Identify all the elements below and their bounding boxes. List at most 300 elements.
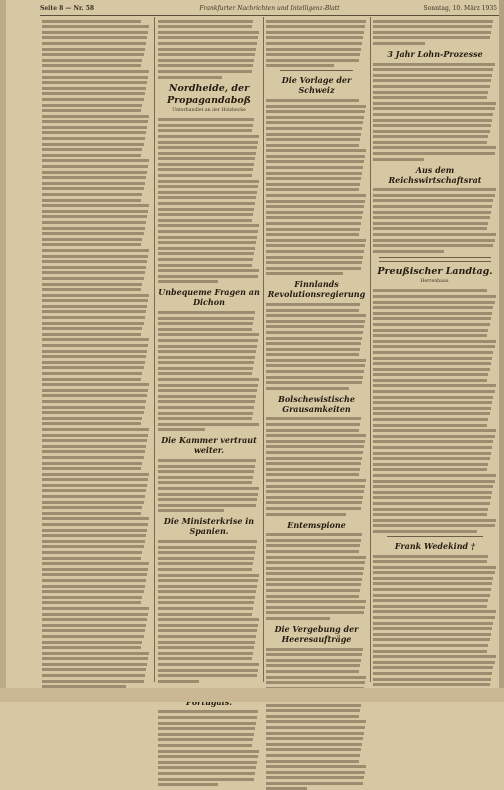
text-line <box>158 328 252 331</box>
text-line <box>158 557 254 560</box>
text-line <box>42 171 147 174</box>
text-line <box>373 306 493 309</box>
text-line <box>266 445 364 448</box>
text-line <box>42 568 148 571</box>
text-line <box>373 683 490 686</box>
text-line <box>158 213 253 216</box>
text-line <box>373 650 487 653</box>
text-line <box>158 428 205 431</box>
text-line <box>266 370 364 373</box>
text-line <box>373 502 490 505</box>
text-line <box>373 577 493 580</box>
text-line <box>158 64 253 67</box>
text-line <box>158 219 252 222</box>
text-line <box>42 562 149 565</box>
text-line <box>158 208 254 211</box>
text-line <box>373 418 488 421</box>
column-4 <box>373 17 497 697</box>
text-line <box>42 143 144 146</box>
text-line <box>373 357 492 360</box>
text-line <box>158 716 257 719</box>
text-line <box>266 381 362 384</box>
text-line <box>42 115 149 118</box>
text-line <box>373 340 496 343</box>
text-line <box>42 489 146 492</box>
article-body <box>158 116 260 284</box>
text-line <box>373 130 490 133</box>
text-line <box>266 239 366 242</box>
text-line <box>42 165 148 168</box>
text-line <box>158 722 256 725</box>
text-line <box>373 622 493 625</box>
text-line <box>266 105 366 108</box>
text-line <box>158 311 255 314</box>
text-line <box>266 309 359 312</box>
text-line <box>373 524 495 527</box>
headline: Frank Wedekind † <box>394 540 476 551</box>
text-line <box>42 131 146 134</box>
headline: Entemspione <box>287 519 346 530</box>
article-body <box>266 645 367 790</box>
text-line <box>266 342 361 345</box>
text-line <box>266 501 362 504</box>
text-line <box>266 42 362 45</box>
text-line <box>158 224 259 227</box>
text-line <box>373 588 491 591</box>
headline: Bolschewistische Grausamkeiten <box>278 393 355 414</box>
text-line <box>266 250 364 253</box>
text-line <box>266 440 365 443</box>
text-line <box>42 473 149 476</box>
text-line <box>373 491 492 494</box>
text-line <box>42 495 145 498</box>
text-line <box>373 644 488 647</box>
text-line <box>266 782 363 785</box>
text-line <box>266 216 362 219</box>
text-line <box>266 776 364 779</box>
text-line <box>158 53 255 56</box>
text-line <box>158 163 254 166</box>
text-line <box>158 258 253 261</box>
text-line <box>158 481 252 484</box>
text-line <box>42 159 149 162</box>
text-line <box>266 183 360 186</box>
text-line <box>42 646 141 649</box>
text-line <box>158 641 255 644</box>
subheadline: Herrenhaus. <box>420 278 450 284</box>
text-line <box>373 560 487 563</box>
text-line <box>158 345 257 348</box>
text-line <box>266 496 363 499</box>
text-line <box>42 64 141 67</box>
text-line <box>158 48 256 51</box>
text-line <box>158 252 254 255</box>
text-line <box>158 585 257 588</box>
text-line <box>42 327 142 330</box>
text-line <box>42 484 147 487</box>
text-line <box>42 618 147 621</box>
text-line <box>373 188 496 191</box>
text-line <box>266 533 362 536</box>
text-line <box>373 42 425 45</box>
text-line <box>266 544 360 547</box>
text-line <box>266 771 365 774</box>
text-line <box>158 635 256 638</box>
text-line <box>266 222 361 225</box>
article-body <box>158 17 260 79</box>
text-line <box>42 104 142 107</box>
text-line <box>266 572 363 575</box>
text-line <box>42 182 145 185</box>
text-line <box>158 607 253 610</box>
text-line <box>373 20 493 23</box>
text-line <box>42 501 144 504</box>
text-line <box>266 550 359 553</box>
article-body <box>158 537 260 682</box>
text-line <box>158 744 252 747</box>
text-line <box>266 606 365 609</box>
page-edge <box>499 0 504 702</box>
text-line <box>42 585 145 588</box>
text-line <box>266 754 360 757</box>
page-header <box>40 3 499 16</box>
text-line <box>158 551 255 554</box>
text-line <box>42 596 142 599</box>
text-line <box>42 204 149 207</box>
text-line <box>158 778 254 781</box>
text-line <box>42 366 144 369</box>
text-line <box>42 383 149 386</box>
text-line <box>266 595 359 598</box>
text-line <box>266 473 359 476</box>
text-line <box>373 239 495 242</box>
text-line <box>158 487 259 490</box>
column-rule <box>263 17 264 682</box>
text-line <box>42 657 148 660</box>
text-line <box>42 613 148 616</box>
subheadline: Unterhandlet an der Holzhecke <box>172 107 246 113</box>
text-line <box>266 149 366 152</box>
text-line <box>266 144 359 147</box>
text-line <box>158 618 259 621</box>
text-line <box>158 350 256 353</box>
text-line <box>373 211 491 214</box>
text-line <box>266 617 330 620</box>
text-line <box>42 120 148 123</box>
text-line <box>373 146 496 149</box>
text-line <box>373 379 487 382</box>
text-line <box>158 70 252 73</box>
text-line <box>42 87 146 90</box>
text-line <box>42 283 142 286</box>
text-line <box>266 244 365 247</box>
text-line <box>373 301 495 304</box>
text-line <box>266 556 366 559</box>
text-line <box>373 323 490 326</box>
text-line <box>42 551 142 554</box>
text-line <box>266 676 366 679</box>
text-line <box>373 616 495 619</box>
article-body <box>266 300 367 390</box>
text-line <box>42 394 147 397</box>
text-line <box>373 396 493 399</box>
text-line <box>42 148 142 151</box>
text-line <box>373 227 487 230</box>
text-line <box>158 766 256 769</box>
text-line <box>158 25 252 28</box>
text-line <box>158 333 259 336</box>
text-line <box>158 646 254 649</box>
text-line <box>158 230 258 233</box>
text-line <box>158 372 252 375</box>
text-line <box>266 681 365 684</box>
text-line <box>42 573 147 576</box>
text-line <box>373 362 491 365</box>
text-line <box>266 25 365 28</box>
article-body <box>42 17 150 688</box>
text-line <box>42 629 145 632</box>
text-line <box>266 600 366 603</box>
text-line <box>42 333 141 336</box>
text-line <box>266 116 364 119</box>
text-line <box>373 519 496 522</box>
text-line <box>373 412 490 415</box>
text-line <box>373 661 495 664</box>
text-line <box>158 406 254 409</box>
text-line <box>373 610 496 613</box>
text-line <box>373 666 493 669</box>
text-line <box>158 247 255 250</box>
text-line <box>373 312 492 315</box>
text-line <box>266 211 363 214</box>
text-line <box>42 378 141 381</box>
text-line <box>158 241 256 244</box>
text-line <box>266 228 360 231</box>
text-line <box>42 389 148 392</box>
text-line <box>266 110 365 113</box>
article-body <box>373 60 497 161</box>
text-line <box>42 344 148 347</box>
text-line <box>373 334 487 337</box>
text-line <box>373 594 490 597</box>
text-line <box>42 652 149 655</box>
text-line <box>373 351 493 354</box>
text-line <box>158 275 258 278</box>
text-line <box>158 367 253 370</box>
text-line <box>266 121 363 124</box>
text-line <box>42 428 149 431</box>
text-line <box>266 376 363 379</box>
text-line <box>266 359 366 362</box>
text-line <box>158 613 252 616</box>
text-line <box>158 42 257 45</box>
text-line <box>158 755 258 758</box>
text-line <box>158 269 259 272</box>
text-line <box>158 498 257 501</box>
text-line <box>158 669 258 672</box>
text-line <box>266 732 364 735</box>
text-line <box>158 761 257 764</box>
text-line <box>42 467 141 470</box>
text-line <box>42 668 146 671</box>
text-line <box>373 672 492 675</box>
text-line <box>373 119 492 122</box>
text-line <box>158 168 253 171</box>
text-line <box>266 261 362 264</box>
text-line <box>373 555 488 558</box>
text-line <box>373 678 491 681</box>
text-line <box>266 64 334 67</box>
article-body <box>373 17 497 45</box>
text-line <box>266 320 365 323</box>
text-line <box>42 126 147 129</box>
text-line <box>266 417 361 420</box>
text-line <box>42 260 147 263</box>
text-line <box>158 783 218 786</box>
text-line <box>266 709 360 712</box>
article-body <box>373 186 497 253</box>
text-line <box>42 81 147 84</box>
text-line <box>373 295 496 298</box>
headline: Die Ministerkrise in Spanien. <box>163 516 255 537</box>
text-line <box>42 20 141 23</box>
text-line <box>158 546 256 549</box>
text-line <box>373 244 493 247</box>
text-line <box>373 638 490 641</box>
text-line <box>42 154 141 157</box>
text-line <box>373 74 492 77</box>
text-line <box>42 350 147 353</box>
text-line <box>266 737 363 740</box>
text-line <box>373 289 487 292</box>
text-line <box>266 485 365 488</box>
text-line <box>373 329 488 332</box>
article-body <box>373 552 497 697</box>
text-line <box>266 233 359 236</box>
text-line <box>266 726 365 729</box>
text-line <box>42 663 147 666</box>
paper-title: Frankfurter Nachrichten und Intelligenz-Blatt <box>199 5 340 12</box>
text-line <box>266 166 363 169</box>
text-line <box>158 562 253 565</box>
text-line <box>42 199 141 202</box>
text-line <box>158 124 253 127</box>
text-line <box>266 31 364 34</box>
binding-shadow <box>0 0 6 702</box>
text-line <box>266 160 364 163</box>
text-line <box>373 158 424 161</box>
text-line <box>42 445 146 448</box>
text-line <box>158 185 258 188</box>
headline: Die Vergebung der Heeresaufträge <box>274 624 359 645</box>
text-line <box>42 406 145 409</box>
headline: 3 Jahr Lohn-Prozesse <box>387 48 483 59</box>
article-body <box>266 17 367 67</box>
text-line <box>158 36 258 39</box>
text-line <box>373 91 488 94</box>
page-bottom-margin <box>0 688 504 702</box>
text-line <box>42 422 141 425</box>
text-line <box>373 368 490 371</box>
text-line <box>158 540 257 543</box>
text-line <box>42 506 142 509</box>
text-line <box>266 194 366 197</box>
text-line <box>266 659 361 662</box>
text-line <box>266 434 366 437</box>
article-body <box>266 415 367 516</box>
text-line <box>266 429 359 432</box>
text-line <box>266 127 362 130</box>
text-line <box>373 440 493 443</box>
text-line <box>42 540 145 543</box>
text-line <box>373 508 488 511</box>
text-line <box>266 490 364 493</box>
text-line <box>373 633 491 636</box>
article-body <box>158 456 260 512</box>
text-line <box>158 574 259 577</box>
text-line <box>158 384 258 387</box>
text-line <box>373 480 495 483</box>
text-line <box>373 424 487 427</box>
text-line <box>42 227 145 230</box>
text-line <box>42 400 146 403</box>
text-line <box>42 456 144 459</box>
text-line <box>42 545 144 548</box>
text-line <box>373 79 491 82</box>
text-line <box>266 348 360 351</box>
text-line <box>158 601 254 604</box>
text-line <box>266 479 366 482</box>
text-line <box>373 463 488 466</box>
text-line <box>266 200 365 203</box>
text-line <box>158 504 256 507</box>
text-line <box>42 601 141 604</box>
text-line <box>42 187 144 190</box>
text-line <box>266 267 361 270</box>
text-line <box>266 59 359 62</box>
text-line <box>158 264 252 267</box>
text-line <box>42 59 142 62</box>
text-line <box>42 512 141 515</box>
text-line <box>373 102 496 105</box>
text-line <box>158 339 258 342</box>
text-line <box>373 31 491 34</box>
text-line <box>266 704 361 707</box>
text-line <box>42 624 146 627</box>
text-line <box>42 680 144 683</box>
text-line <box>266 539 361 542</box>
text-line <box>158 476 253 479</box>
headline: Nordheide, der Propagandaboß <box>167 82 251 106</box>
article-body <box>373 287 497 533</box>
text-line <box>373 401 492 404</box>
text-line <box>158 738 253 741</box>
text-line <box>158 680 199 683</box>
text-line <box>42 137 145 140</box>
text-line <box>158 674 257 677</box>
text-line <box>42 523 148 526</box>
text-line <box>373 68 493 71</box>
text-line <box>373 407 491 410</box>
text-line <box>266 36 363 39</box>
text-line <box>42 232 144 235</box>
text-line <box>266 451 363 454</box>
text-line <box>266 337 362 340</box>
headline: Finnlands Revolutionsregierung <box>267 279 366 300</box>
text-line <box>42 48 145 51</box>
text-line <box>373 233 496 236</box>
text-line <box>373 36 490 39</box>
